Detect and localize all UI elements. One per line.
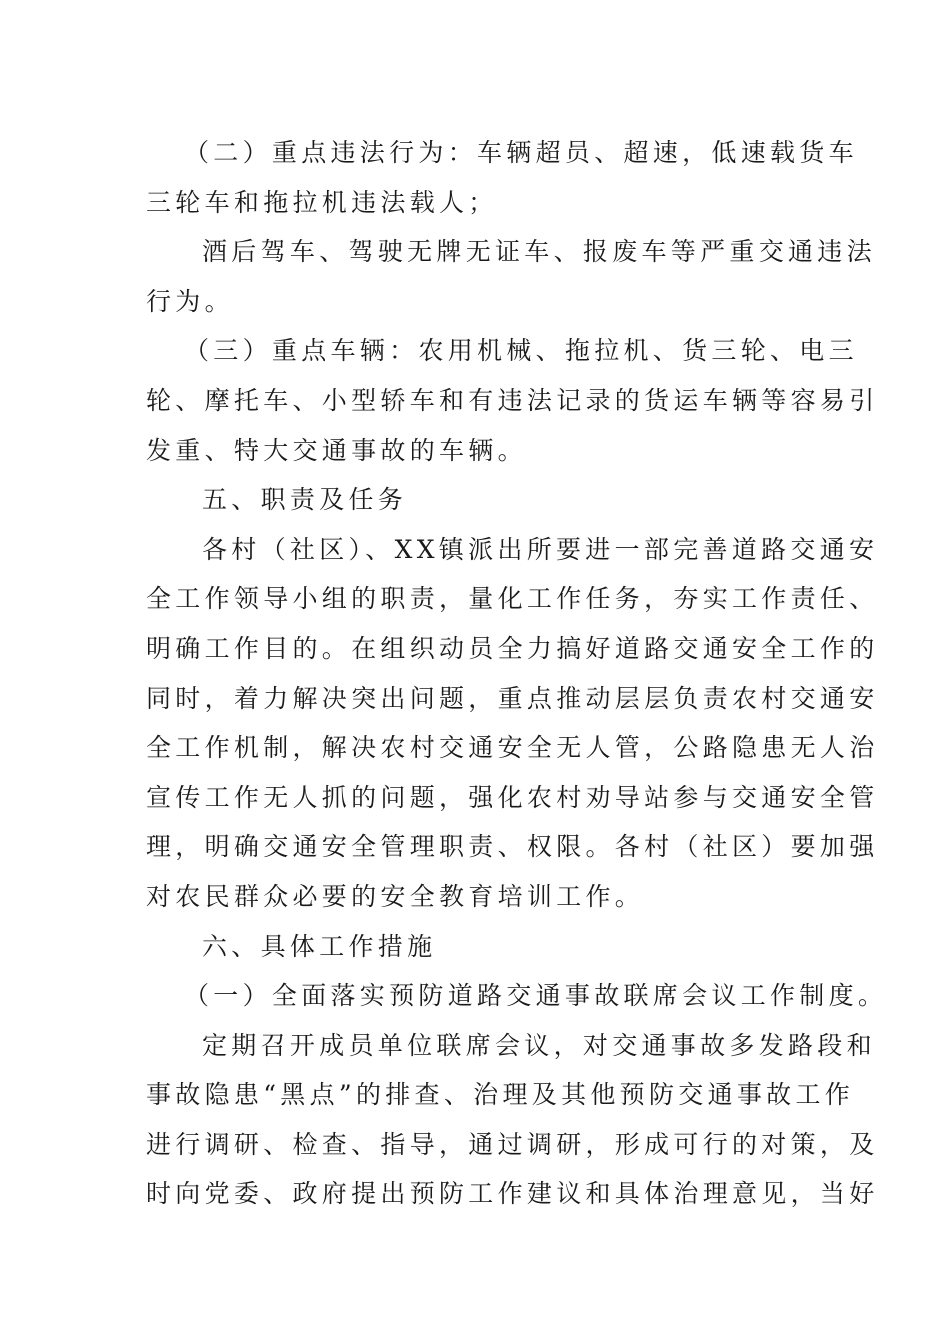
paragraph-line: 各村（社区）、XX镇派出所要进一部完善道路交通安 [202,534,879,564]
paragraph-line: 对农民群众必要的安全教育培训工作。 [146,881,645,911]
paragraph-line: （二）重点违法行为：车辆超员、超速，低速载货车 [184,138,858,167]
paragraph-line: （一）全面落实预防道路交通事故联席会议工作制度。 [184,981,888,1011]
paragraph-line: （三）重点车辆：农用机械、拖拉机、货三轮、电三 [184,336,858,366]
paragraph-line: 理，明确交通安全管理职责、权限。各村（社区）要加强 [146,832,879,862]
paragraph-line: 事故隐患“黑点”的排查、治理及其他预防交通事故工作 [146,1080,855,1110]
paragraph-line: 明确工作目的。在组织动员全力搞好道路交通安全工作的 [146,633,879,663]
paragraph-line: 定期召开成员单位联席会议，对交通事故多发路段和 [202,1030,876,1060]
paragraph-line: 行为。 [146,286,234,316]
paragraph-line: 发重、特大交通事故的车辆。 [146,435,527,465]
paragraph-line: 宣传工作无人抓的问题，强化农村劝导站参与交通安全管 [146,782,879,812]
section-heading: 六、具体工作措施 [202,931,437,961]
document-body [146,128,888,1219]
paragraph-line: 全工作机制，解决农村交通安全无人管，公路隐患无人治 [146,733,879,763]
paragraph-line: 时向党委、政府提出预防工作建议和具体治理意见，当好 [146,1179,879,1209]
section-heading: 五、职责及任务 [202,485,408,515]
paragraph-line: 全工作领导小组的职责，量化工作任务，夯实工作责任、 [146,584,879,614]
paragraph-line: 酒后驾车、驾驶无牌无证车、报废车等严重交通违法 [202,237,876,267]
paragraph-line: 同时，着力解决突出问题，重点推动层层负责农村交通安 [146,683,879,713]
paragraph-line: 轮、摩托车、小型轿车和有违法记录的货运车辆等容易引 [146,385,879,415]
paragraph-line: 进行调研、检查、指导，通过调研，形成可行的对策，及 [146,1129,879,1159]
paragraph-line: 三轮车和拖拉机违法载人； [146,187,498,217]
